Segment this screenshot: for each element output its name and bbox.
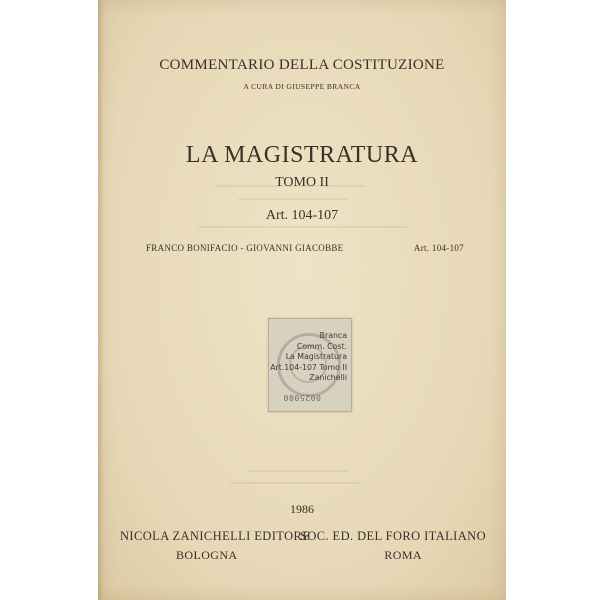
city-right: ROMA [384,548,422,562]
label-line: Art.104-107 Tomo II [270,362,347,372]
publisher-row [120,529,486,544]
show-through-mark [198,226,408,228]
city-left: BOLOGNA [176,548,238,562]
authors-row [146,243,470,253]
stamp-number: 0025000 [283,393,321,402]
main-title: LA MAGISTRATURA [185,142,419,168]
show-through-mark [238,198,348,200]
show-through-mark [216,185,366,187]
publication-year: 1986 [290,502,314,516]
series-title: COMMENTARIO DELLA COSTITUZIONE [159,57,445,73]
library-label [268,318,352,412]
library-label-text [269,331,347,384]
show-through-mark [230,482,360,484]
label-line: Branca [319,331,347,340]
authors: FRANCO BONIFACIO - GIOVANNI GIACOBBE [146,243,344,253]
label-line: La Magistratura [285,352,347,361]
book-title-page [98,0,506,600]
articles-range: Art. 104-107 [265,208,339,223]
publisher-left: NICOLA ZANICHELLI EDITORE [120,529,311,543]
show-through-mark [248,470,348,472]
label-line: Comm. Cost. [296,341,347,351]
editor-line: A CURA DI GIUSEPPE BRANCA [243,82,361,91]
publisher-right: SOC. ED. DEL FORO ITALIANO [299,529,486,543]
volume-label: TOMO II [275,175,329,190]
authors-articles: Art. 104-107 [413,243,464,253]
label-line: Zanichelli [309,373,347,382]
